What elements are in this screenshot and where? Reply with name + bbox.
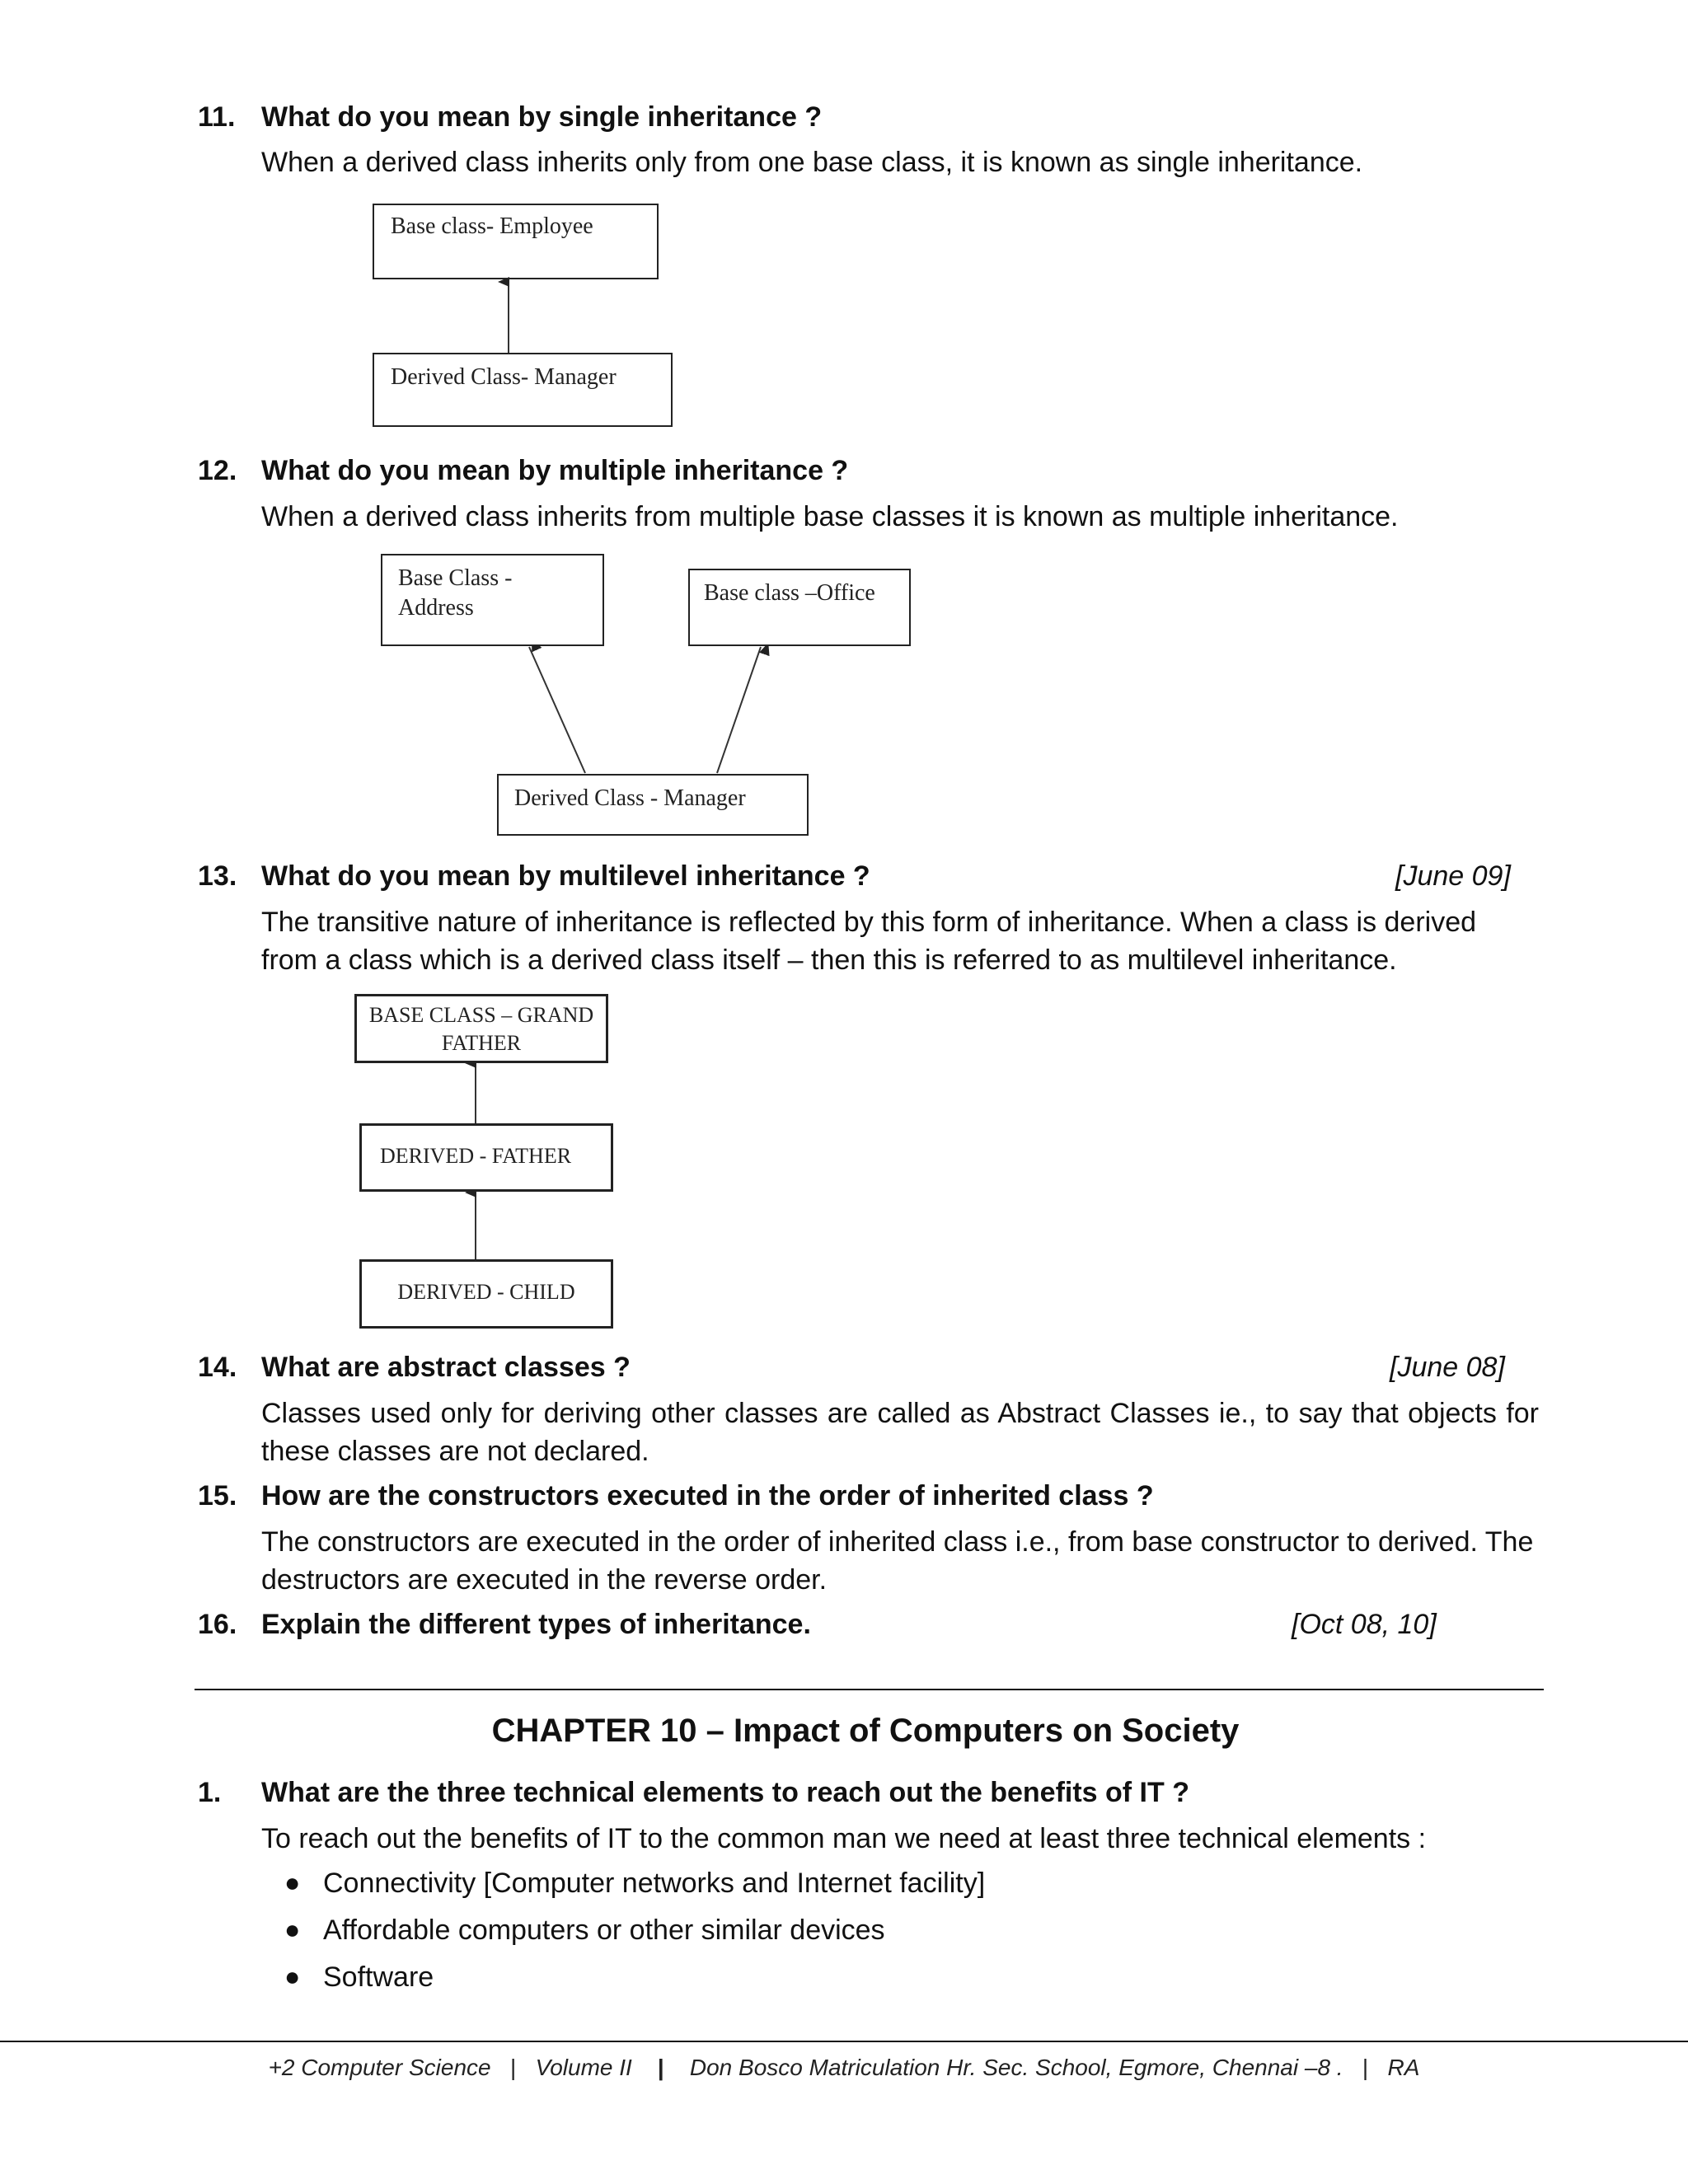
answer-line: from a class which is a derived class itself – then this is referred to as multilevel inheritance. <box>261 944 1397 976</box>
question-title: How are the constructors executed in the order of inherited class ? <box>261 1480 1154 1511</box>
list-item: Connectivity [Computer networks and Internet facility] <box>323 1868 986 1899</box>
question-number: 16. <box>198 1609 237 1640</box>
exam-tag: [Oct 08, 10] <box>1292 1609 1437 1640</box>
diagram-label: BASE CLASS – GRAND <box>368 1003 594 1027</box>
diagram-label: FATHER <box>441 1031 522 1055</box>
question-title: What are abstract classes ? <box>261 1352 631 1383</box>
list-item: Software <box>323 1961 434 1993</box>
question-title: What do you mean by multilevel inheritance ? <box>261 860 870 892</box>
arrow-derived-to-office <box>717 647 761 773</box>
diagram-label: Base Class - <box>398 565 513 591</box>
diagram-label: Address <box>398 595 474 621</box>
question-title: Explain the different types of inheritance. <box>261 1609 811 1640</box>
exam-tag: [June 08] <box>1390 1352 1505 1383</box>
answer-line: The constructors are executed in the order of inherited class i.e., from base constructor to derived. The <box>261 1526 1534 1558</box>
question-number: 14. <box>198 1352 237 1383</box>
footer-course: +2 Computer Science <box>268 2055 491 2080</box>
question-title: What do you mean by single inheritance ? <box>261 101 823 133</box>
question-title: What do you mean by multiple inheritance ? <box>261 455 849 486</box>
answer-line: The transitive nature of inheritance is reflected by this form of inheritance. When a class is derived <box>261 907 1477 938</box>
diagram-box-child <box>359 1259 613 1329</box>
answer-line: Classes used only for deriving other classes are called as Abstract Classes ie., to say that objects for <box>261 1398 1539 1429</box>
bullet-icon: ● <box>284 1915 301 1944</box>
diagram-box-base-office <box>688 569 911 646</box>
bullet-icon: ● <box>284 1868 301 1897</box>
question-number: 1. <box>198 1777 222 1808</box>
footer-school: Don Bosco Matriculation Hr. Sec. School, Egmore, Chennai –8 . <box>689 2055 1343 2080</box>
diagram-box-father <box>359 1123 613 1192</box>
answer-line: these classes are not declared. <box>261 1436 649 1467</box>
question-number: 12. <box>198 455 237 486</box>
question-number: 15. <box>198 1480 237 1511</box>
diagram-label: DERIVED - FATHER <box>380 1144 572 1168</box>
diagram-label: Derived Class - Manager <box>514 785 746 811</box>
exam-tag: [June 09] <box>1395 860 1511 892</box>
footer-volume: Volume II <box>535 2055 632 2080</box>
diagram-label: DERIVED - CHILD <box>397 1280 575 1304</box>
diagram-box-derived-manager <box>497 774 809 836</box>
question-number: 13. <box>198 860 237 892</box>
answer-line: destructors are executed in the reverse order. <box>261 1564 828 1596</box>
diagram-label: Derived Class- Manager <box>391 364 617 390</box>
question-number: 11. <box>198 101 236 133</box>
answer-text: When a derived class inherits only from one base class, it is known as single inheritance. <box>261 147 1363 178</box>
chapter-heading: CHAPTER 10 – Impact of Computers on Society <box>491 1713 1240 1749</box>
answer-text: When a derived class inherits from multiple base classes it is known as multiple inheritance. <box>261 501 1399 532</box>
footer-initials: RA <box>1387 2055 1420 2080</box>
page-footer: +2 Computer Science | Volume II | Don Bosco Matriculation Hr. Sec. School, Egmore, Chennai –8 . | RA <box>268 2055 1420 2080</box>
arrow-derived-to-address <box>529 647 585 773</box>
answer-text: To reach out the benefits of IT to the common man we need at least three technical elements : <box>261 1823 1427 1854</box>
diagram-box-grandfather <box>354 994 608 1063</box>
diagram-label: Base class –Office <box>704 580 875 606</box>
diagram-box-base-address <box>381 554 604 646</box>
question-title: What are the three technical elements to reach out the benefits of IT ? <box>261 1777 1189 1808</box>
diagram-label: Base class- Employee <box>391 213 593 239</box>
bullet-icon: ● <box>284 1961 301 1991</box>
list-item: Affordable computers or other similar devices <box>323 1915 885 1946</box>
